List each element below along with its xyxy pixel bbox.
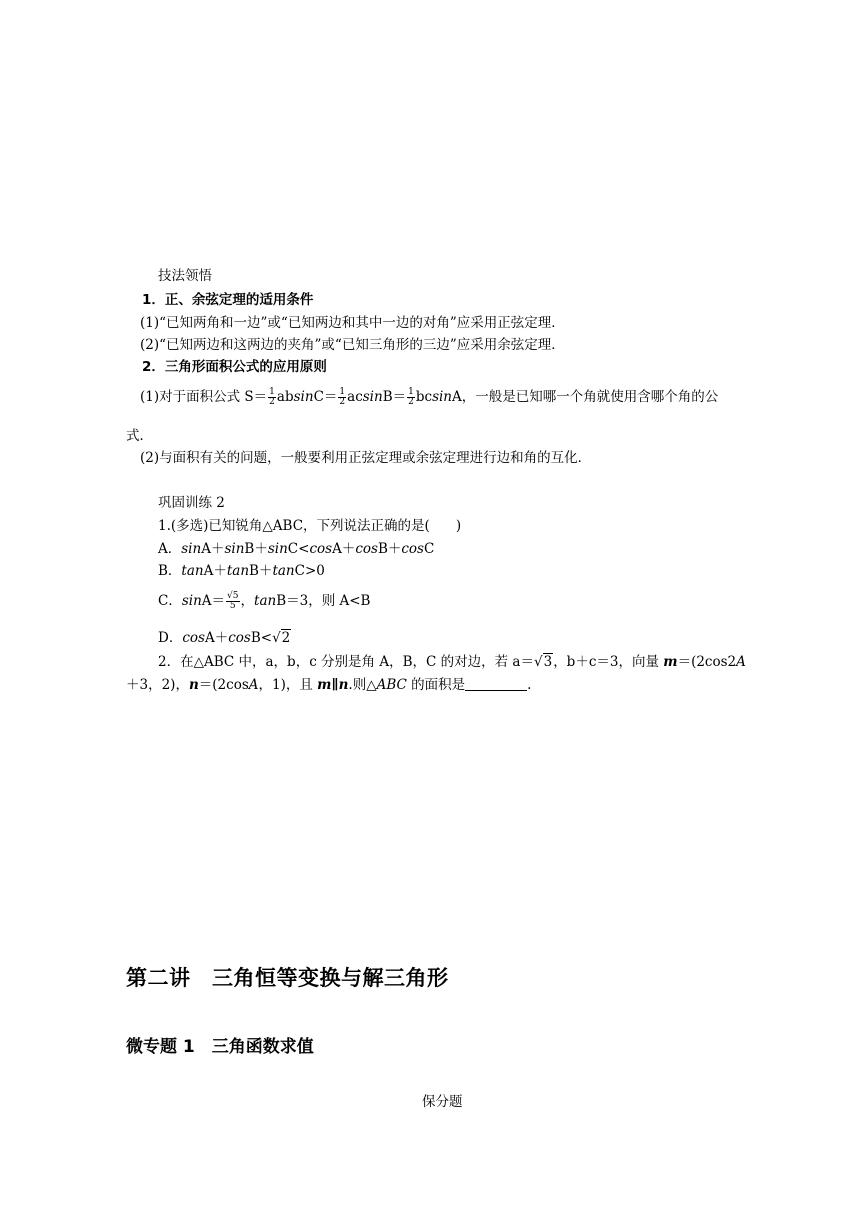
half-fraction: $\frac{1}{2}$: [269, 387, 275, 407]
section-label: 保分题: [422, 1094, 463, 1110]
principle-1-a: (1)“已知两角和一边”或“已知两边和其中一边的对角”应采用正弦定理．: [140, 315, 565, 331]
area-formula-prefix: (1)对于面积公式 S＝: [140, 389, 268, 405]
answer-blank[interactable]: [465, 678, 527, 691]
principle-1-b: (2)“已知两边和这两边的夹角”或“已知三角形的三边”应采用余弦定理．: [140, 337, 565, 353]
option-a: A．sinA＋sinB＋sinC<cosA＋cosB＋cosC: [158, 541, 435, 557]
lecture-title: 第二讲 三角恒等变换与解三角形: [126, 966, 449, 990]
question-2-line-2: ＋3，2)，n＝(2cosA，1)，且 m∥n.则△ABC 的面积是 .: [126, 677, 532, 693]
principle-2-title: 2．三角形面积公式的应用原则: [142, 359, 327, 375]
sqrt5-over-5-fraction: $\frac{√5}{5}$: [227, 591, 239, 611]
sqrt-3: √3: [533, 654, 553, 670]
principle-1-title: 1．正、余弦定理的适用条件: [142, 292, 314, 308]
area-formula-cont: 式．: [126, 428, 153, 444]
sqrt-2: √2: [272, 630, 291, 646]
principle-2-b: (2)与面积有关的问题，一般要利用正弦定理或余弦定理进行边和角的互化．: [140, 450, 592, 466]
option-d: D．cosA＋cosB<√2: [158, 630, 291, 646]
practice-heading: 巩固训练 2: [158, 495, 225, 511]
option-c: C．sinA＝ $\frac{√5}{5}$ ，tanB＝3，则 A<B: [158, 591, 371, 611]
question-1-stem: 1.(多选)已知锐角△ABC，下列说法正确的是( ): [158, 518, 462, 534]
half-fraction: $\frac{1}{2}$: [339, 387, 346, 407]
option-b: B．tanA＋tanB＋tanC>0: [158, 563, 325, 579]
half-fraction: $\frac{1}{2}$: [408, 387, 414, 407]
question-2-line-1: 2．在△ABC 中，a，b，c 分别是角 A，B，C 的对边，若 a＝√3，b＋c＝3，向量 m＝(2cos2A: [158, 654, 746, 670]
area-formula-line: (1)对于面积公式 S＝ $\frac{1}{2}$ absinC＝ $\frac{1}{2}$ acsinB＝ $\frac{1}{2}$ bcsinA，一般是已知哪一个角就使用含哪个角的公: [140, 387, 719, 407]
topic-title: 微专题 1 三角函数求值: [126, 1037, 314, 1057]
summary-heading: 技法领悟: [158, 268, 212, 284]
